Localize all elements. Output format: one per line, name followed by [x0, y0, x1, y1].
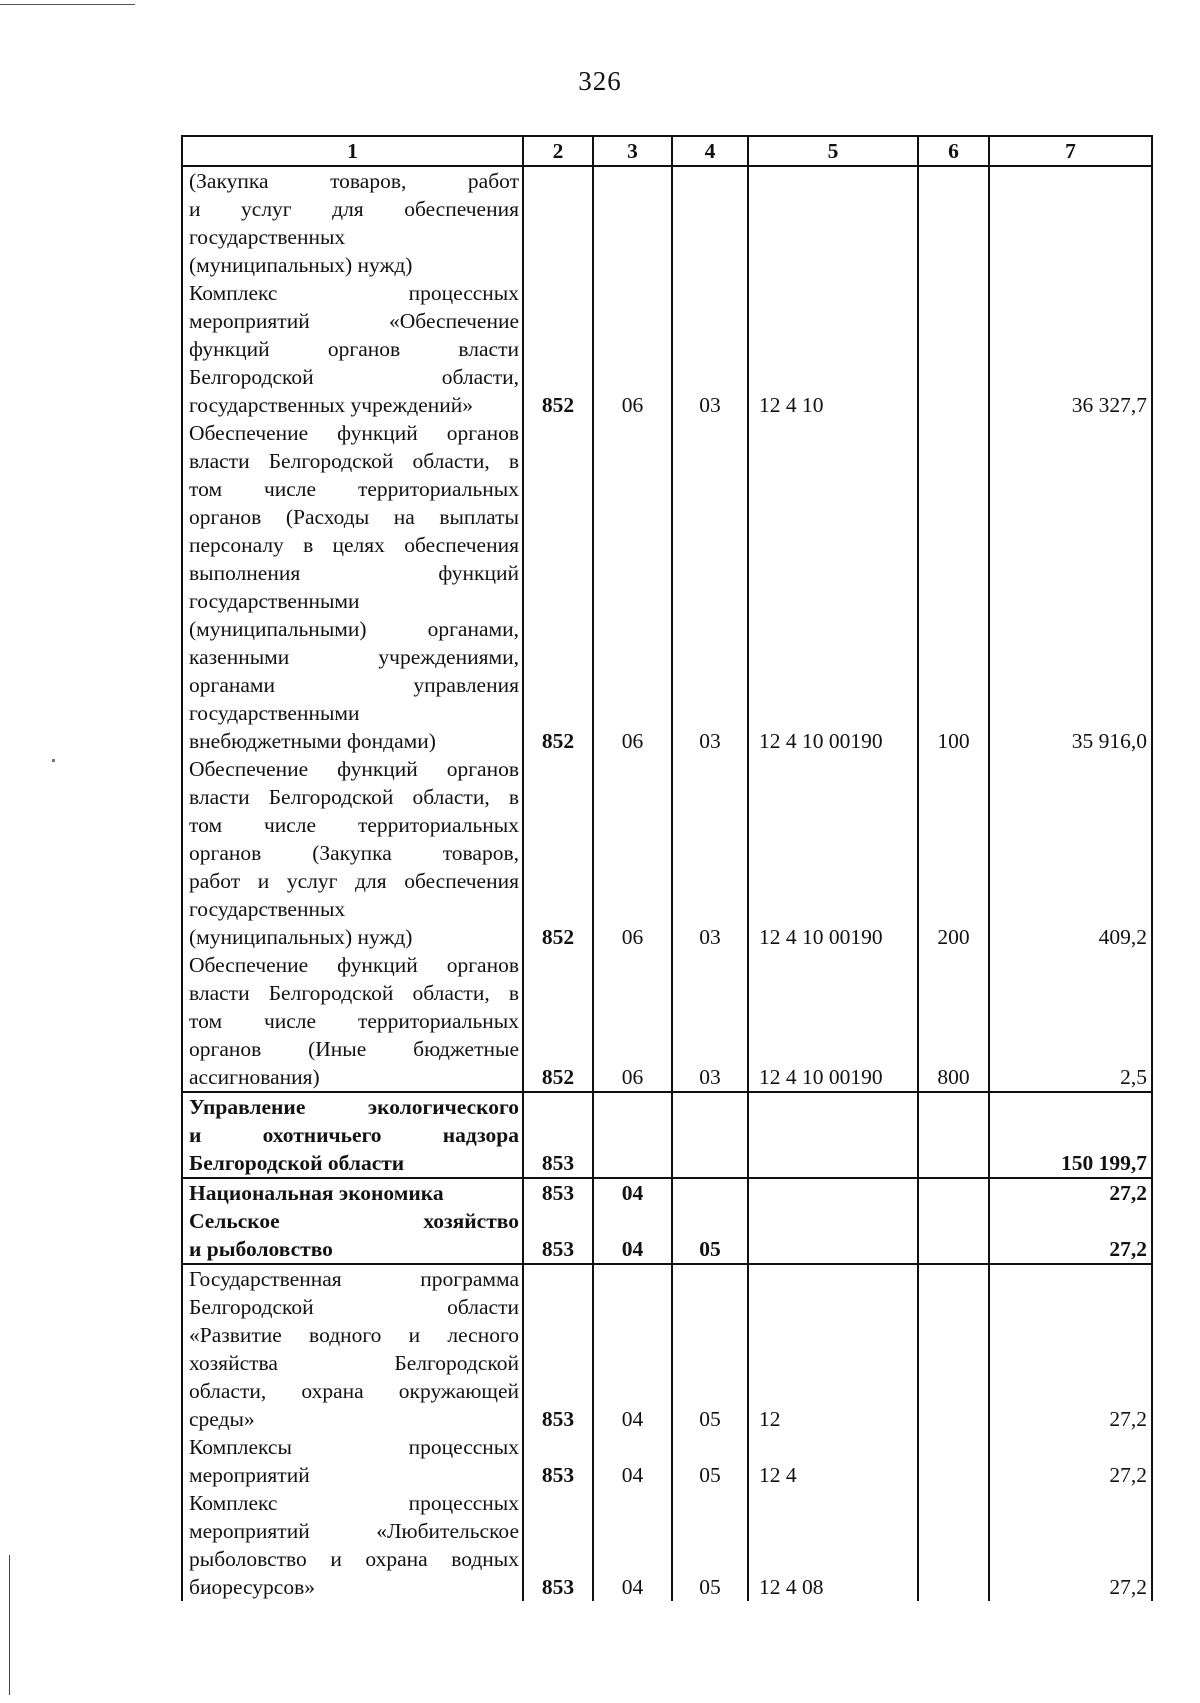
description-line: и охотничьего надзора: [189, 1123, 519, 1147]
expense-type-code: [918, 1207, 989, 1264]
description-line: ассигнования): [189, 1065, 320, 1089]
row-description: [182, 166, 523, 279]
description-line: выполнения функций: [189, 561, 519, 585]
row-description: [182, 1178, 523, 1207]
expense-type-code: [918, 279, 989, 419]
row-description: [182, 419, 523, 755]
description-line: казенными учреждениями,: [189, 645, 519, 669]
description-line: Управление экологического: [189, 1095, 519, 1119]
ministry-code: 852: [523, 279, 593, 419]
row-description: [182, 279, 523, 419]
ministry-code: 853: [523, 1264, 593, 1433]
row-description: [182, 951, 523, 1092]
row-description: [182, 755, 523, 951]
section-code: 06: [593, 279, 672, 419]
table-row: [182, 1178, 1152, 1207]
description-line: Белгородской области,: [189, 365, 519, 389]
row-description: [182, 1207, 523, 1264]
scan-speck: [52, 759, 55, 762]
description-line: Белгородской области: [189, 1151, 405, 1175]
header-row: [182, 136, 1152, 166]
description-line: Государственная программа: [189, 1267, 519, 1291]
expense-type-code: 100: [918, 419, 989, 755]
description-line: государственными: [189, 701, 360, 725]
row-description: [182, 1092, 523, 1178]
description-line: и рыболовство: [189, 1237, 333, 1261]
table-row: [182, 166, 1152, 279]
description-line: государственными: [189, 589, 360, 613]
subsection-code: 03: [672, 755, 748, 951]
target-article-code: [748, 1178, 918, 1207]
table-row: [182, 279, 1152, 419]
row-description: [182, 1264, 523, 1433]
table-row: [182, 1092, 1152, 1178]
amount: 36 327,7: [989, 279, 1152, 419]
description-line: (Закупка товаров, работ: [189, 169, 519, 193]
description-line: Комплекс процессных: [189, 281, 519, 305]
description-line: среды»: [189, 1407, 255, 1431]
table-row: [182, 1489, 1152, 1601]
target-article-code: 12: [748, 1264, 918, 1433]
ministry-code: 853: [523, 1433, 593, 1489]
ministry-code: 853: [523, 1489, 593, 1601]
description-line: работ и услуг для обеспечения: [189, 869, 519, 893]
page-number: 326: [578, 66, 622, 96]
description-line: области, охрана окружающей: [189, 1379, 519, 1403]
amount: 27,2: [989, 1433, 1152, 1489]
description-line: функций органов власти: [189, 337, 519, 361]
row-description: [182, 1489, 523, 1601]
target-article-code: 12 4: [748, 1433, 918, 1489]
column-header: 2: [523, 136, 593, 166]
ministry-code: 852: [523, 755, 593, 951]
description-line: (муниципальных) нужд): [189, 253, 413, 277]
subsection-code: 03: [672, 951, 748, 1092]
amount: 27,2: [989, 1207, 1152, 1264]
table-row: [182, 1264, 1152, 1433]
budget-table: [181, 135, 1153, 1601]
section-code: 06: [593, 755, 672, 951]
description-line: том числе территориальных: [189, 813, 519, 837]
target-article-code: 12 4 10 00190: [748, 951, 918, 1092]
subsection-code: 05: [672, 1433, 748, 1489]
scan-edge-mark: [9, 1555, 10, 1695]
section-code: [593, 1092, 672, 1178]
description-line: Обеспечение функций органов: [189, 421, 519, 445]
expense-type-code: 800: [918, 951, 989, 1092]
expense-type-code: [918, 166, 989, 279]
description-line: Национальная экономика: [189, 1181, 444, 1205]
description-line: органов (Иные бюджетные: [189, 1037, 519, 1061]
column-header: 4: [672, 136, 748, 166]
description-line: Комплексы процессных: [189, 1435, 519, 1459]
table-row: [182, 1433, 1152, 1489]
subsection-code: [672, 1178, 748, 1207]
subsection-code: 05: [672, 1264, 748, 1433]
ministry-code: 852: [523, 951, 593, 1092]
column-header: 3: [593, 136, 672, 166]
column-header: 7: [989, 136, 1152, 166]
description-line: Обеспечение функций органов: [189, 757, 519, 781]
description-line: хозяйства Белгородской: [189, 1351, 519, 1375]
ministry-code: 852: [523, 419, 593, 755]
description-line: органов (Расходы на выплаты: [189, 505, 519, 529]
expense-type-code: 200: [918, 755, 989, 951]
section-code: 04: [593, 1489, 672, 1601]
amount: 409,2: [989, 755, 1152, 951]
scan-edge-mark: [0, 4, 135, 5]
subsection-code: 03: [672, 419, 748, 755]
table-row: [182, 419, 1152, 755]
amount: 27,2: [989, 1489, 1152, 1601]
description-line: том числе территориальных: [189, 477, 519, 501]
description-line: персоналу в целях обеспечения: [189, 533, 519, 557]
description-line: внебюджетными фондами): [189, 729, 436, 753]
description-line: Комплекс процессных: [189, 1491, 519, 1515]
table-row: [182, 1207, 1152, 1264]
expense-type-code: [918, 1178, 989, 1207]
description-line: государственных: [189, 897, 346, 921]
section-code: [593, 166, 672, 279]
subsection-code: [672, 1092, 748, 1178]
expense-type-code: [918, 1264, 989, 1433]
description-line: власти Белгородской области, в: [189, 981, 519, 1005]
table-body: [182, 166, 1152, 1601]
description-line: власти Белгородской области, в: [189, 449, 519, 473]
subsection-code: 05: [672, 1207, 748, 1264]
description-line: государственных: [189, 225, 346, 249]
section-code: 04: [593, 1433, 672, 1489]
ministry-code: 853: [523, 1207, 593, 1264]
description-line: Сельское хозяйство: [189, 1209, 519, 1233]
amount: 150 199,7: [989, 1092, 1152, 1178]
table-row: [182, 755, 1152, 951]
description-line: и услуг для обеспечения: [189, 197, 519, 221]
budget-table-container: [181, 135, 1151, 1601]
target-article-code: [748, 1092, 918, 1178]
description-line: государственных учреждений»: [189, 393, 474, 417]
subsection-code: [672, 166, 748, 279]
section-code: 04: [593, 1264, 672, 1433]
amount: 2,5: [989, 951, 1152, 1092]
expense-type-code: [918, 1489, 989, 1601]
target-article-code: 12 4 10 00190: [748, 755, 918, 951]
amount: [989, 166, 1152, 279]
description-line: мероприятий: [189, 1463, 310, 1487]
table-row: [182, 951, 1152, 1092]
expense-type-code: [918, 1092, 989, 1178]
description-line: рыболовство и охрана водных: [189, 1547, 519, 1571]
description-line: Обеспечение функций органов: [189, 953, 519, 977]
description-line: «Развитие водного и лесного: [189, 1323, 519, 1347]
column-header: 5: [748, 136, 918, 166]
section-code: 06: [593, 951, 672, 1092]
ministry-code: [523, 166, 593, 279]
section-code: 06: [593, 419, 672, 755]
description-line: власти Белгородской области, в: [189, 785, 519, 809]
description-line: мероприятий «Обеспечение: [189, 309, 519, 333]
description-line: (муниципальных) нужд): [189, 925, 413, 949]
amount: 35 916,0: [989, 419, 1152, 755]
section-code: 04: [593, 1178, 672, 1207]
section-code: 04: [593, 1207, 672, 1264]
target-article-code: 12 4 10 00190: [748, 419, 918, 755]
description-line: мероприятий «Любительское: [189, 1519, 519, 1543]
description-line: органами управления: [189, 673, 519, 697]
column-header: 1: [182, 136, 523, 166]
description-line: органов (Закупка товаров,: [189, 841, 519, 865]
subsection-code: 03: [672, 279, 748, 419]
target-article-code: 12 4 10: [748, 279, 918, 419]
subsection-code: 05: [672, 1489, 748, 1601]
description-line: том числе территориальных: [189, 1009, 519, 1033]
target-article-code: 12 4 08: [748, 1489, 918, 1601]
target-article-code: [748, 166, 918, 279]
amount: 27,2: [989, 1264, 1152, 1433]
amount: 27,2: [989, 1178, 1152, 1207]
target-article-code: [748, 1207, 918, 1264]
column-header: 6: [918, 136, 989, 166]
description-line: Белгородской области: [189, 1295, 519, 1319]
ministry-code: 853: [523, 1092, 593, 1178]
ministry-code: 853: [523, 1178, 593, 1207]
description-line: биоресурсов»: [189, 1575, 315, 1599]
description-line: (муниципальными) органами,: [189, 617, 519, 641]
expense-type-code: [918, 1433, 989, 1489]
row-description: [182, 1433, 523, 1489]
